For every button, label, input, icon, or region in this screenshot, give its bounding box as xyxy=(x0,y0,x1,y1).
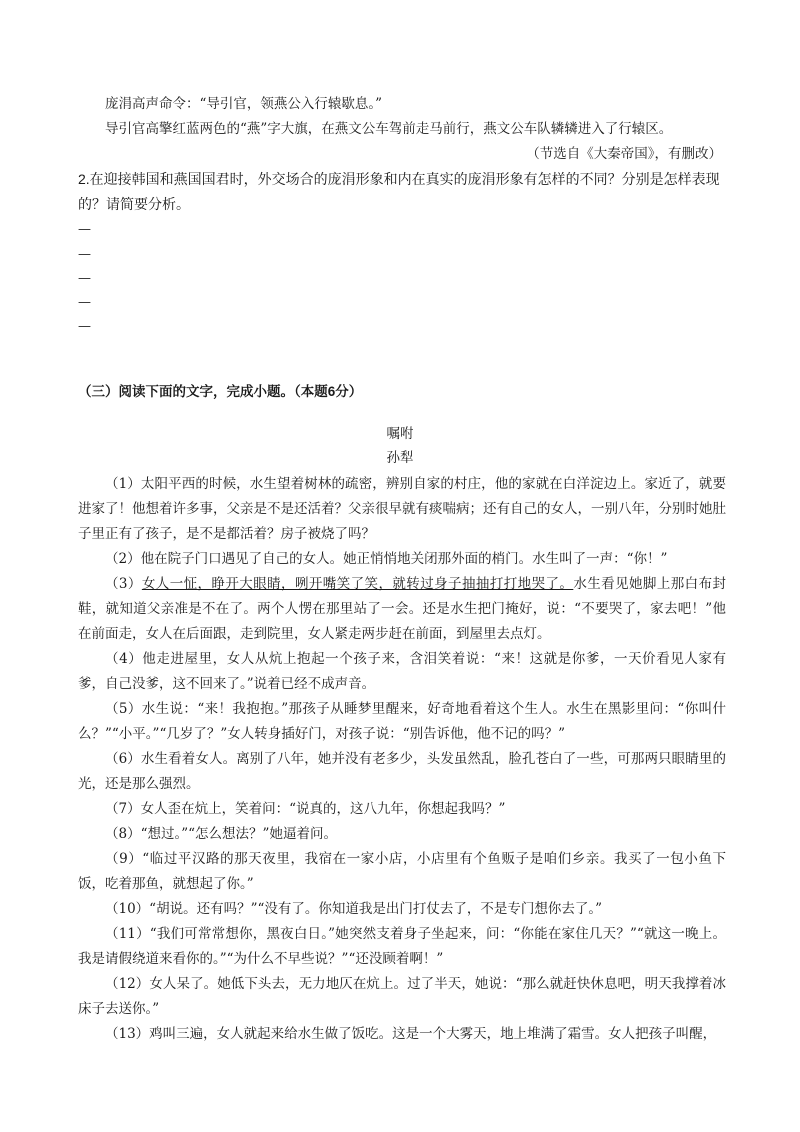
underlined-sentence: 女人一怔，睁开大眼睛，咧开嘴笑了笑，就转过身子抽抽打打地哭了。 xyxy=(141,576,574,592)
paragraph-5: （5）水生说：“来！我抱抱。”那孩子从睡梦里醒来，好奇地看着这个生人。水生在黑影里问：“你叫什么？”“小平。”“几岁了？”女人转身插好门，对孩子说：“别告诉他，他不记的吗？” xyxy=(78,701,726,742)
answer-blank-3[interactable]: — xyxy=(78,271,91,286)
paragraph-10: （10）“胡说。还有吗？”“没有了。你知道我是出门打仗去了，不是专门想你去了。” xyxy=(105,901,603,917)
paragraph-6: （6）水生看着女人。离别了八年，她并没有老多少，头发虽然乱，脸孔苍白了一些，可那两只眼睛里的光，还是那么强烈。 xyxy=(78,751,726,792)
answer-blank-5[interactable]: — xyxy=(78,319,91,334)
paragraph-1: （1）太阳平西的时候，水生望着树林的疏密，辨别自家的村庄，他的家就在白洋淀边上。家近了，就要进家了！他想着许多事，父亲是不是还活着？父亲很早就有痰喘病；还有自己的女人，一别八年，分别时她肚子里正有了孩子，是不是都活着？房子被烧了吗？ xyxy=(78,476,726,542)
paragraph-11: （11）“我们可常常想你，黑夜白日。”她突然支着身子坐起来，问：“你能在家住几天？”“就这一晚上。我是请假绕道来看你的。”“为什么不早些说？”“还没顾着啊！” xyxy=(78,926,726,967)
source-note: （节选自《大秦帝国》，有删改） xyxy=(526,146,722,162)
paragraph-4: （4）他走进屋里，女人从炕上抱起一个孩子来，含泪笑着说：“来！这就是你爹，一天价看见人家有爹，自己没爹，这不回来了。”说着已经不成声音。 xyxy=(78,651,726,692)
prior-paragraph-1: 庞涓高声命令：“导引官，领燕公入行辕歇息。” xyxy=(105,96,383,112)
paragraph-9: （9）“临过平汉路的那天夜里，我宿在一家小店，小店里有个鱼贩子是咱们乡亲。我买了一包小鱼下饭，吃着那鱼，就想起了你。” xyxy=(78,851,726,892)
paragraph-13: （13）鸡叫三遍，女人就起来给水生做了饭吃。这是一个大雾天，地上堆满了霜雪。女人把孩子叫醒， xyxy=(105,1026,717,1042)
paragraph-8: （8）“想过。”“怎么想法？”她逼着问。 xyxy=(105,826,337,842)
question-2: 2.在迎接韩国和燕国国君时，外交场合的庞涓形象和内在真实的庞涓形象有怎样的不同？分别是怎样表现的？请简要分析。 xyxy=(78,171,720,212)
prior-paragraph-2: 导引官高擎红蓝两色的“燕”字大旗，在燕文公车驾前走马前行，燕文公车队辚辚进入了行辕区。 xyxy=(105,121,673,137)
paragraph-3 xyxy=(78,572,726,647)
paragraph-3-number: （3） xyxy=(105,576,142,592)
paragraph-12: （12）女人呆了。她低下头去，无力地仄在炕上。过了半天，她说：“那么就赶快休息吧，明天我撑着冰床子去送你。” xyxy=(78,976,726,1017)
section-heading: （三）阅读下面的文字，完成小题。（本题6分） xyxy=(78,384,363,399)
story-title: 嘱咐 xyxy=(386,426,414,442)
paragraph-2: （2）他在院子门口遇见了自己的女人。她正悄悄地关闭那外面的梢门。水生叫了一声：“你！” xyxy=(105,551,668,567)
answer-blank-2[interactable]: — xyxy=(78,247,91,262)
paragraph-3-rest: 水生看见她脚上那白布封鞋，就知道父亲准是不在了。两个人愣在那里站了一会。还是水生把门掩好，说：“不要哭了，家去吧！”他在前面走，女人在后面跟，走到院里，女人紧走两步赶在前面，到屋里去点灯。 xyxy=(78,576,727,642)
story-author: 孙犁 xyxy=(386,450,414,466)
answer-blank-4[interactable]: — xyxy=(78,295,91,310)
paragraph-7: （7）女人歪在炕上，笑着问：“说真的，这八九年，你想起我吗？” xyxy=(105,801,506,817)
answer-blank-1[interactable]: — xyxy=(78,222,91,237)
